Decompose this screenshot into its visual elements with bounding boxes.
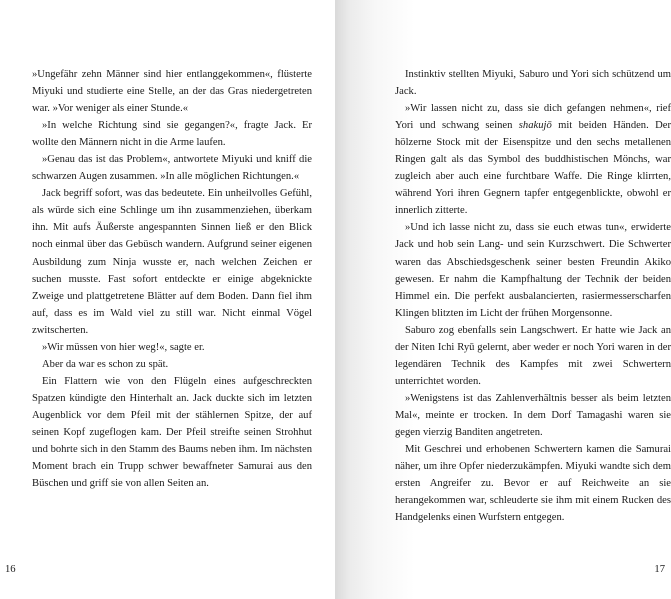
paragraph: »Wenigstens ist das Zahlenverhältnis besser als beim letzten Mal«, meinte er trocken. In dem Dorf Tamagashi waren sie gegen vierzig Banditen angetreten.: [395, 392, 671, 438]
paragraph: Saburo zog ebenfalls sein Langschwert. Er hatte wie Jack an der Niten Ichi Ryū gelernt, aber weder er noch Yori waren in der legendären Technik des Kampfes mit zwei Schwertern unterrichtet worden.: [395, 324, 671, 387]
paragraph: Ein Flattern wie von den Flügeln eines aufgeschreckten Spatzen kündigte den Hinterhalt an. Jack duckte sich im letzten Augenblick vor dem Pfeil mit der stählernen Spitze, der auf seinen Kopf zugeflogen kam. Der Pfeil streifte seinen Strohhut und bohrte sich in den Stamm des Baums neben ihm. Im nächsten Moment brach ein Trupp schwer bewaffneter Samurai aus den Büschen und griff sie von allen Seiten an.: [32, 375, 312, 490]
paragraph: Jack begriff sofort, was das bedeutete. Ein unheilvolles Gefühl, als würde sich eine Schlinge um ihn zusammenziehen, überkam ihn. Mit aufs Äußerste angespannten Sinnen ließ er den Blick noch einmal über das Gebüsch wandern. Aufgrund seiner eigenen Ausbildung zum Ninja wusste er, nach welchen Zeichen er suchen musste. Fast sofort entdeckte er einige abgeknickte Zweige und plattgetretene Blätter auf dem Boden. Dann fiel ihm auf, dass es im Wald viel zu still war. Nicht einmal Vögel zwitscherten.: [32, 188, 312, 336]
paragraph: »Wir müssen von hier weg!«, sagte er.: [42, 341, 205, 353]
italic-term: shakujō: [518, 120, 552, 132]
left-page: [0, 0, 335, 599]
paragraph-text: mit beiden Händen. Der hölzerne Stock mit der Eisenspitze und den sechs metallenen Ringen galt als das Symbol des buddhistischen Mönchs, war zugleich aber auch eine furchtbare Waffe. Die Ringe klirrten, während Yori ihren Gegnern tapfer entgegenblickte, obwohl er innerlich zitterte.: [395, 120, 671, 217]
page-number: 16: [5, 564, 16, 575]
paragraph-text: »Wir lassen nicht zu, dass sie dich gefangen nehmen«, rief Yori und schwang seinen: [395, 103, 671, 132]
page-number: 17: [654, 564, 665, 575]
paragraph: Mit Geschrei und erhobenen Schwertern kamen die Samurai näher, um ihre Opfer niederzukämpfen. Miyuki wandte sich dem ersten Angreifer zu. Bevor er auf Reichweite an sie herangekommen war, schleuderte sie ihm mit einem Rucken des Handgelenks einen Wurfstern entgegen.: [395, 444, 671, 524]
right-page-text: [395, 66, 671, 526]
paragraph: »Und ich lasse nicht zu, dass sie euch etwas tun«, erwiderte Jack und hob sein Lang- und sein Kurzschwert. Die Schwerter waren das Abschiedsgeschenk seiner besten Freundin Akiko gewesen. Er nahm die Kampfhaltung der Technik der beiden Himmel ein. Die perfekt ausbalancierten, rasiermesserscharfen Klingen blitzten im Licht der frühen Morgensonne.: [395, 222, 671, 319]
paragraph: »Genau das ist das Problem«, antwortete Miyuki und kniff die schwarzen Augen zusammen. »In alle möglichen Richtungen.«: [32, 154, 312, 183]
paragraph: [395, 100, 671, 219]
right-page: [335, 0, 671, 599]
paragraph: »Ungefähr zehn Männer sind hier entlanggekommen«, flüsterte Miyuki und studierte eine Stelle, an der das Gras niedergetreten war. »Vor weniger als einer Stunde.«: [32, 69, 312, 115]
paragraph: »In welche Richtung sind sie gegangen?«, fragte Jack. Er wollte den Männern nicht in die Arme laufen.: [32, 120, 312, 149]
paragraph: Instinktiv stellten Miyuki, Saburo und Yori sich schützend um Jack.: [395, 69, 671, 98]
paragraph: Aber da war es schon zu spät.: [42, 358, 169, 370]
left-page-text: [32, 66, 312, 492]
